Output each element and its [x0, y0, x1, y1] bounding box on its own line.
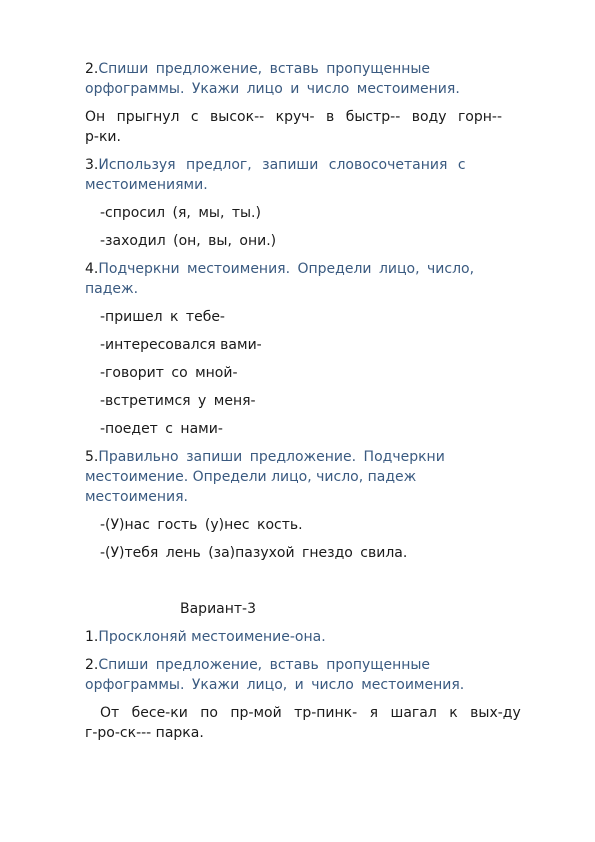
- variant-task-1-number: 1.: [85, 629, 99, 645]
- task-4-item-3: -говорит со мной-: [100, 365, 238, 381]
- task-3-text-line-2: местоимениями.: [85, 177, 208, 193]
- task-4-item-2: -интересовался вами-: [100, 337, 262, 353]
- task-2-number: 2.: [85, 61, 99, 77]
- task-4-number: 4.: [85, 261, 99, 277]
- variant-task-2-text-line-2: орфограммы. Укажи лицо, и число местоимения.: [85, 677, 465, 693]
- task-5-number: 5.: [85, 449, 99, 465]
- task-3-text-line-1: Используя предлог, запиши словосочетания с: [98, 157, 466, 173]
- variant-task-2-text-line-1: Спиши предложение, вставь пропущенные: [98, 657, 431, 673]
- variant-task-2-number: 2.: [85, 657, 99, 673]
- variant-sentence-line-1: От бесе-ки по пр-мой тр-пинк- я шагал к вых-ду: [100, 705, 521, 721]
- task-4-text-line-2: падеж.: [85, 281, 139, 297]
- task-5-text-line-3: местоимения.: [85, 489, 188, 505]
- sentence-1-line-2: р-ки.: [85, 129, 121, 145]
- task-5-item-2: -(У)тебя лень (за)пазухой гнездо свила.: [100, 545, 408, 561]
- task-4-item-5: -поедет с нами-: [100, 421, 223, 437]
- task-5-line-1: [85, 447, 445, 467]
- task-3-item-2: -заходил (он, вы, они.): [100, 233, 277, 249]
- task-3-number: 3.: [85, 157, 99, 173]
- variant-task-2-line-1: [85, 655, 430, 675]
- task-4-text-line-1: Подчеркни местоимения. Определи лицо, число,: [98, 261, 475, 277]
- variant-sentence-line-2: г-ро-ск--- парка.: [85, 725, 204, 741]
- variant-title: Вариант-3: [180, 601, 257, 617]
- task-5-text-line-2: местоимение. Определи лицо, число, падеж: [85, 469, 417, 485]
- variant-task-1-text: Просклоняй местоимение-она.: [98, 629, 326, 645]
- sentence-1-line-1: Он прыгнул с высок-- круч- в быстр-- воду горн--: [85, 109, 503, 125]
- task-2-line-1: [85, 59, 430, 79]
- variant-task-1: [85, 627, 326, 647]
- task-4-item-1: -пришел к тебе-: [100, 309, 225, 325]
- task-2-text-line-2: орфограммы. Укажи лицо и число местоимения.: [85, 81, 460, 97]
- task-3-item-1: -спросил (я, мы, ты.): [100, 205, 261, 221]
- task-3-line-1: [85, 155, 466, 175]
- task-5-item-1: -(У)нас гость (у)нес кость.: [100, 517, 303, 533]
- task-5-text-line-1: Правильно запиши предложение. Подчеркни: [98, 449, 445, 465]
- task-4-line-1: [85, 259, 474, 279]
- task-2-text-line-1: Спиши предложение, вставь пропущенные: [98, 61, 431, 77]
- task-4-item-4: -встретимся у меня-: [100, 393, 256, 409]
